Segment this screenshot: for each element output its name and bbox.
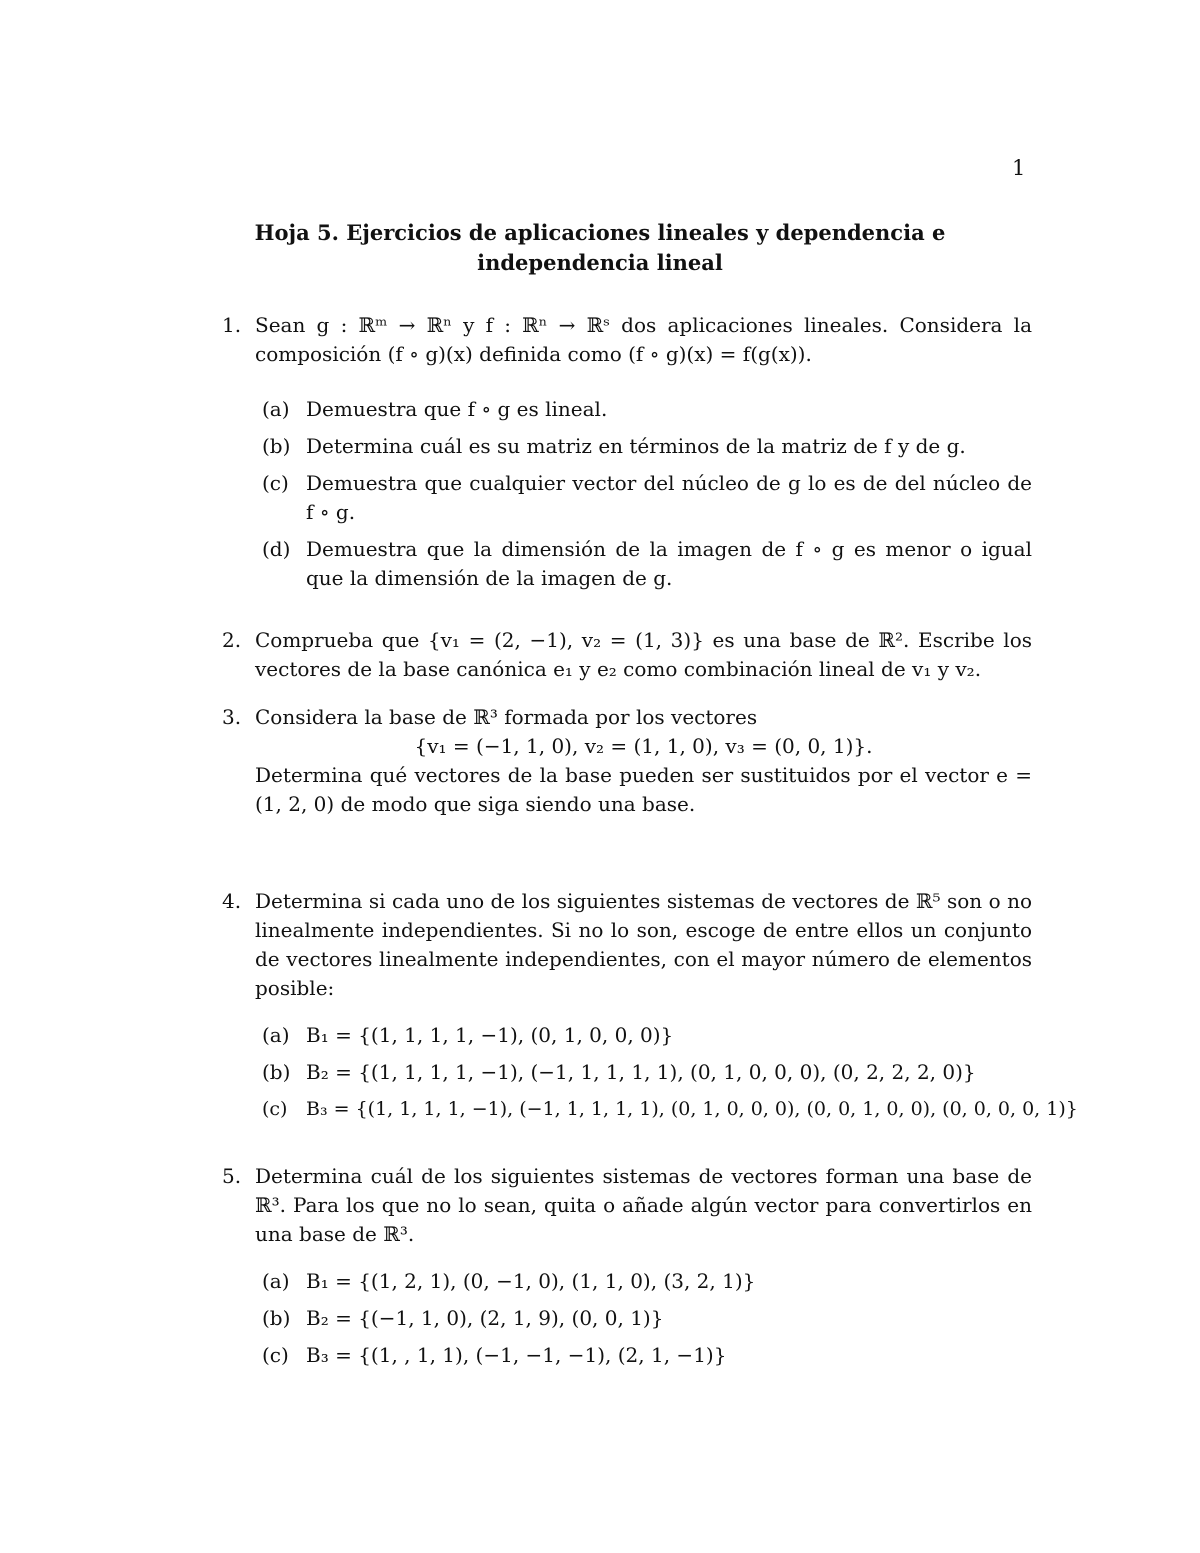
title-line-2: independencia lineal: [477, 250, 723, 275]
exercise-statement-continued: Determina qué vectores de la base pueden ser sustituidos por el vector e = (1, 2, 0) de modo que siga siendo una base.: [255, 763, 1032, 816]
item-text: B₃ = {(1, 1, 1, 1, −1), (−1, 1, 1, 1, 1), (0, 1, 0, 0, 0), (0, 0, 1, 0, 0), (0, 0, 0, 0, 1)}: [306, 1098, 1078, 1120]
list-item: [255, 1058, 1032, 1087]
item-text: B₁ = {(1, 2, 1), (0, −1, 0), (1, 1, 0), (3, 2, 1)}: [306, 1269, 756, 1293]
list-item: [255, 1267, 1032, 1296]
item-label: (a): [262, 1023, 290, 1047]
item-text: B₂ = {(−1, 1, 0), (2, 1, 9), (0, 0, 1)}: [306, 1306, 664, 1330]
exercise-statement: Determina si cada uno de los siguientes sistemas de vectores de ℝ⁵ son o no linealmente independientes. Si no lo son, escoge de entre ellos un conjunto de vectores linealmente independientes, con el mayor número de elementos posible:: [255, 889, 1032, 1000]
list-item: [255, 1304, 1032, 1333]
item-label: (c): [262, 1098, 288, 1120]
list-item: [255, 395, 1032, 424]
item-text: Demuestra que f ∘ g es lineal.: [306, 397, 608, 421]
title-line-1: Hoja 5. Ejercicios de aplicaciones lineales y dependencia e: [254, 220, 946, 245]
exercise-2: [222, 626, 1032, 684]
exercise-5: [222, 1162, 1032, 1370]
exercise-number: 2.: [222, 628, 242, 652]
list-item: [255, 469, 1032, 527]
list-item: [255, 535, 1032, 593]
page-number: 1: [1012, 156, 1026, 180]
item-label: (a): [262, 397, 290, 421]
exercise-1: [222, 311, 1032, 593]
item-text: B₃ = {(1, , 1, 1), (−1, −1, −1), (2, 1, −1)}: [306, 1343, 727, 1367]
display-equation: {v₁ = (−1, 1, 0), v₂ = (1, 1, 0), v₃ = (0, 0, 1)}.: [414, 734, 873, 758]
item-text: B₂ = {(1, 1, 1, 1, −1), (−1, 1, 1, 1, 1), (0, 1, 0, 0, 0), (0, 2, 2, 2, 0)}: [306, 1060, 976, 1084]
item-label: (b): [262, 1060, 291, 1084]
exercise-number: 4.: [222, 889, 242, 913]
list-item: [255, 432, 1032, 461]
list-item: [255, 1095, 1078, 1124]
exercise-statement: Considera la base de ℝ³ formada por los vectores: [255, 705, 758, 729]
item-label: (d): [262, 537, 291, 561]
exercise-3: [222, 703, 1032, 819]
item-text: Determina cuál es su matriz en términos de la matriz de f y de g.: [306, 434, 966, 458]
item-label: (a): [262, 1269, 290, 1293]
item-text: B₁ = {(1, 1, 1, 1, −1), (0, 1, 0, 0, 0)}: [306, 1023, 674, 1047]
exercise-number: 3.: [222, 705, 242, 729]
exercise-statement: Determina cuál de los siguientes sistemas de vectores forman una base de ℝ³. Para los que no lo sean, quita o añade algún vector para convertirlos en una base de ℝ³.: [255, 1164, 1032, 1246]
item-label: (b): [262, 1306, 291, 1330]
list-item: [255, 1021, 1032, 1050]
item-label: (c): [262, 471, 289, 495]
exercise-4: [222, 887, 1078, 1124]
exercise-number: 1.: [222, 313, 242, 337]
item-label: (c): [262, 1343, 289, 1367]
item-label: (b): [262, 434, 291, 458]
exercise-statement: Comprueba que {v₁ = (2, −1), v₂ = (1, 3)} es una base de ℝ². Escribe los vectores de la base canónica e₁ y e₂ como combinación lineal de v₁ y v₂.: [255, 628, 1032, 681]
list-item: [255, 1341, 1032, 1370]
page-title: [200, 218, 1000, 278]
item-text: Demuestra que cualquier vector del núcleo de g lo es de del núcleo de f ∘ g.: [306, 471, 1032, 524]
exercise-statement: Sean g : ℝᵐ → ℝⁿ y f : ℝⁿ → ℝˢ dos aplicaciones lineales. Considera la composición (f ∘ g)(x) definida como (f ∘ g)(x) = f(g(x)).: [255, 313, 1032, 366]
item-text: Demuestra que la dimensión de la imagen de f ∘ g es menor o igual que la dimensión de la imagen de g.: [306, 537, 1032, 590]
exercise-number: 5.: [222, 1164, 242, 1188]
